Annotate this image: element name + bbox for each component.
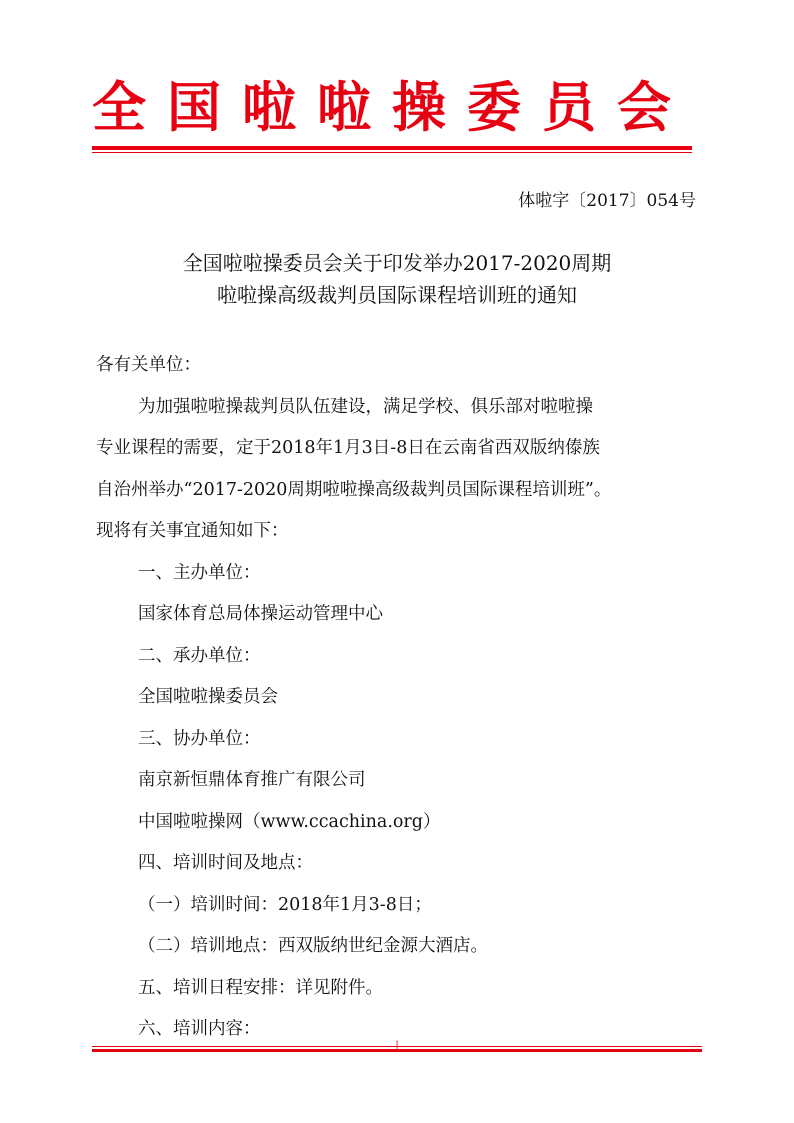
organizer-name: 国家体育总局体操运动管理中心 bbox=[138, 604, 383, 624]
title-line-1: 全国啦啦操委员会关于印发举办2017-2020周期 bbox=[182, 251, 612, 275]
paragraph-line-2: 专业课程的需要，定于2018年1月3日-8日在云南省西双版纳傣族 bbox=[96, 438, 600, 458]
paragraph-line-1: 为加强啦啦操裁判员队伍建设，满足学校、俱乐部对啦啦操 bbox=[138, 396, 593, 417]
co-organizer-name-1: 南京新恒鼎体育推广有限公司 bbox=[138, 770, 366, 790]
training-time: （一）培训时间：2018年1月3-8日； bbox=[138, 894, 432, 915]
footer-center-mark: | bbox=[395, 1040, 399, 1051]
document-title bbox=[92, 247, 702, 311]
document-body bbox=[96, 345, 702, 1051]
section-heading-schedule: 五、培训日程安排：详见附件。 bbox=[138, 977, 383, 998]
co-organizer-name-2: 中国啦啦操网（www.ccachina.org） bbox=[138, 811, 441, 832]
section-heading-co-organizer: 三、协办单位： bbox=[138, 728, 261, 749]
paragraph-line-4: 现将有关事宜通知如下： bbox=[96, 521, 289, 541]
section-heading-content: 六、培训内容： bbox=[138, 1019, 261, 1039]
title-line-2: 啦啦操高级裁判员国际课程培训班的通知 bbox=[217, 283, 577, 307]
paragraph-line-3: 自治州举办“2017-2020周期啦啦操高级裁判员国际课程培训班”。 bbox=[96, 479, 612, 500]
section-heading-host: 二、承办单位： bbox=[138, 645, 261, 666]
host-name: 全国啦啦操委员会 bbox=[138, 687, 278, 707]
training-place: （二）培训地点：西双版纳世纪金源大酒店。 bbox=[138, 936, 488, 956]
masthead-title: 全国啦啦操委员会 bbox=[92, 75, 692, 139]
masthead-rule-thin bbox=[92, 152, 692, 153]
masthead-rule-thick bbox=[92, 146, 692, 150]
section-heading-organizer: 一、主办单位： bbox=[138, 562, 261, 583]
salutation: 各有关单位： bbox=[96, 355, 201, 375]
document-number: 体啦字〔2017〕054号 bbox=[518, 191, 696, 211]
section-heading-time-place: 四、培训时间及地点： bbox=[138, 853, 313, 873]
